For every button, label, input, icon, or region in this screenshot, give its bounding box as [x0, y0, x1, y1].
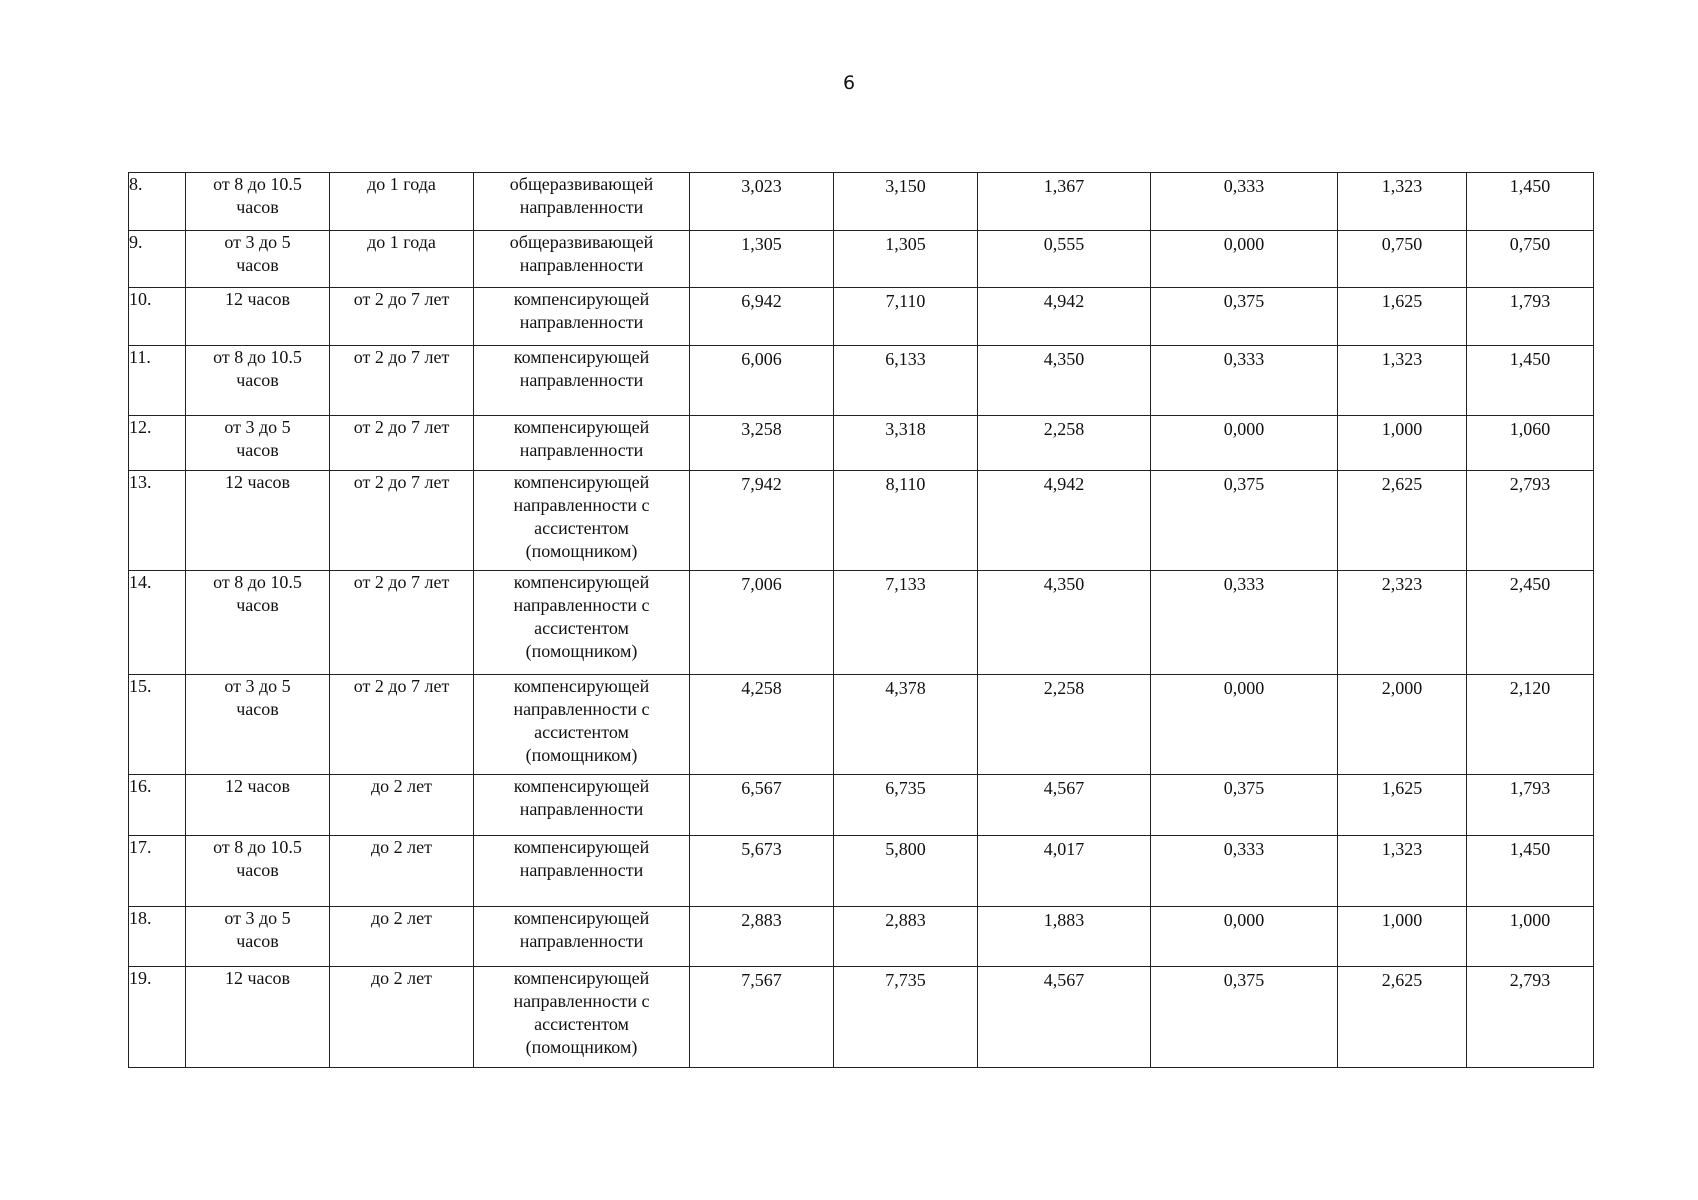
value-cell: [1467, 967, 1594, 1068]
value-text: 4,350: [1043, 349, 1085, 369]
value-cell: [1338, 907, 1467, 967]
group-type-cell-line: компенсирующей: [513, 417, 650, 437]
value-text: 5,673: [741, 839, 782, 859]
value-cell: [690, 967, 834, 1068]
duration-cell-line: часов: [236, 370, 279, 390]
age-cell-line: до 2 лет: [371, 837, 432, 857]
value-cell: [1151, 471, 1338, 571]
age-cell: [330, 775, 474, 836]
value-cell: [834, 231, 978, 288]
value-cell: [1467, 775, 1594, 836]
row-number: 11.: [129, 346, 186, 416]
value-cell: [1338, 967, 1467, 1068]
duration-cell-line: от 8 до 10.5: [213, 572, 302, 592]
value-text: 6,567: [741, 778, 782, 798]
age-cell-line: до 2 лет: [371, 908, 432, 928]
value-text: 4,942: [1043, 291, 1085, 311]
group-type-cell-line: (помощником): [525, 641, 638, 661]
value-cell: [978, 836, 1151, 907]
table-row: [129, 775, 1594, 836]
group-type-cell: [474, 471, 690, 571]
value-cell: [978, 416, 1151, 471]
value-cell: [1338, 288, 1467, 346]
value-cell: [978, 967, 1151, 1068]
group-type-cell-line: направленности: [519, 860, 644, 880]
value-cell: [834, 571, 978, 675]
value-cell: [978, 571, 1151, 675]
row-number: 15.: [129, 675, 186, 775]
value-text: 2,323: [1381, 574, 1423, 594]
value-text: 0,333: [1223, 574, 1265, 594]
duration-cell-line: часов: [236, 699, 279, 719]
value-text: 0,000: [1223, 678, 1265, 698]
value-text: 7,567: [741, 970, 782, 990]
value-text: 4,258: [741, 678, 782, 698]
value-text: 2,883: [741, 910, 782, 930]
value-cell: [1151, 346, 1338, 416]
value-text: 6,735: [885, 778, 926, 798]
value-text: 1,450: [1509, 839, 1551, 859]
value-text: 2,258: [1043, 678, 1085, 698]
value-text: 3,258: [741, 419, 782, 439]
duration-cell: [186, 231, 330, 288]
age-cell-line: до 2 лет: [371, 776, 432, 796]
value-text: 0,375: [1223, 291, 1265, 311]
value-cell: [1338, 836, 1467, 907]
value-text: 3,150: [885, 176, 926, 196]
age-cell-line: до 2 лет: [371, 968, 432, 988]
value-cell: [834, 967, 978, 1068]
age-cell: [330, 675, 474, 775]
group-type-cell: [474, 288, 690, 346]
group-type-cell-line: (помощником): [525, 541, 638, 561]
value-text: 2,625: [1381, 970, 1423, 990]
value-text: 3,023: [741, 176, 782, 196]
value-text: 1,450: [1509, 176, 1551, 196]
group-type-cell-line: компенсирующей: [513, 289, 650, 309]
value-text: 2,793: [1509, 474, 1551, 494]
value-text: 1,323: [1381, 176, 1423, 196]
duration-cell: [186, 675, 330, 775]
row-number: 10.: [129, 288, 186, 346]
group-type-cell-line: компенсирующей: [513, 776, 650, 796]
value-cell: [834, 836, 978, 907]
duration-cell: [186, 288, 330, 346]
duration-cell-line: часов: [236, 255, 279, 275]
value-text: 0,333: [1223, 349, 1265, 369]
value-text: 0,375: [1223, 474, 1265, 494]
row-number: 19.: [129, 967, 186, 1068]
value-cell: [1467, 231, 1594, 288]
value-text: 2,793: [1509, 970, 1551, 990]
value-text: 1,883: [1043, 910, 1085, 930]
age-cell: [330, 967, 474, 1068]
age-cell: [330, 231, 474, 288]
value-cell: [1338, 775, 1467, 836]
duration-cell: [186, 173, 330, 231]
group-type-cell: [474, 231, 690, 288]
value-text: 8,110: [885, 474, 926, 494]
duration-cell-line: 12 часов: [224, 968, 291, 988]
value-cell: [1151, 288, 1338, 346]
value-cell: [1467, 288, 1594, 346]
table-row: [129, 675, 1594, 775]
group-type-cell: [474, 775, 690, 836]
value-text: 0,000: [1223, 419, 1265, 439]
value-cell: [834, 173, 978, 231]
value-cell: [1151, 907, 1338, 967]
value-cell: [690, 675, 834, 775]
value-cell: [1467, 416, 1594, 471]
value-text: 1,060: [1509, 419, 1551, 439]
value-text: 2,883: [885, 910, 926, 930]
table-body: [129, 173, 1594, 1068]
value-text: 2,120: [1509, 678, 1551, 698]
table-row: [129, 907, 1594, 967]
duration-cell-line: 12 часов: [224, 289, 291, 309]
group-type-cell-line: направленности: [519, 370, 644, 390]
group-type-cell-line: ассистентом: [534, 722, 629, 742]
group-type-cell: [474, 416, 690, 471]
value-cell: [1467, 907, 1594, 967]
age-cell-line: от 2 до 7 лет: [353, 347, 450, 367]
value-cell: [1338, 346, 1467, 416]
table-row: [129, 346, 1594, 416]
row-number: 14.: [129, 571, 186, 675]
value-cell: [1151, 571, 1338, 675]
value-text: 2,000: [1381, 678, 1423, 698]
value-cell: [978, 675, 1151, 775]
group-type-cell: [474, 346, 690, 416]
group-type-cell-line: ассистентом: [534, 1014, 629, 1034]
value-text: 1,793: [1509, 778, 1551, 798]
group-type-cell: [474, 675, 690, 775]
value-cell: [1151, 967, 1338, 1068]
value-text: 1,625: [1381, 778, 1423, 798]
age-cell-line: до 1 года: [367, 174, 436, 194]
value-cell: [690, 775, 834, 836]
value-text: 4,942: [1043, 474, 1085, 494]
value-cell: [978, 775, 1151, 836]
table-row: [129, 571, 1594, 675]
age-cell: [330, 471, 474, 571]
value-text: 1,000: [1381, 419, 1423, 439]
value-text: 5,800: [885, 839, 926, 859]
value-cell: [1467, 471, 1594, 571]
group-type-cell-line: (помощником): [525, 745, 638, 765]
value-cell: [1467, 836, 1594, 907]
group-type-cell-line: направленности с: [513, 495, 650, 515]
group-type-cell: [474, 967, 690, 1068]
duration-cell: [186, 346, 330, 416]
value-cell: [1338, 571, 1467, 675]
value-cell: [1338, 675, 1467, 775]
value-text: 7,006: [741, 574, 782, 594]
value-cell: [1151, 775, 1338, 836]
value-text: 0,333: [1223, 176, 1265, 196]
value-cell: [1151, 416, 1338, 471]
row-number: 13.: [129, 471, 186, 571]
age-cell: [330, 346, 474, 416]
value-text: 1,000: [1381, 910, 1423, 930]
value-text: 1,323: [1381, 349, 1423, 369]
value-text: 0,555: [1043, 234, 1085, 254]
duration-cell-line: часов: [236, 197, 279, 217]
group-type-cell-line: компенсирующей: [513, 347, 650, 367]
duration-cell: [186, 471, 330, 571]
group-type-cell-line: компенсирующей: [513, 968, 650, 988]
duration-cell: [186, 416, 330, 471]
value-cell: [1338, 471, 1467, 571]
value-text: 4,567: [1043, 778, 1085, 798]
duration-cell-line: от 3 до 5: [224, 676, 291, 696]
age-cell-line: от 2 до 7 лет: [353, 472, 450, 492]
age-cell-line: от 2 до 7 лет: [353, 417, 450, 437]
group-type-cell-line: компенсирующей: [513, 837, 650, 857]
group-type-cell-line: направленности: [519, 440, 644, 460]
value-text: 7,110: [885, 291, 926, 311]
value-text: 6,133: [885, 349, 926, 369]
group-type-cell: [474, 571, 690, 675]
age-cell-line: до 1 года: [367, 232, 436, 252]
table-row: [129, 967, 1594, 1068]
value-cell: [1338, 231, 1467, 288]
value-cell: [690, 288, 834, 346]
value-cell: [1151, 836, 1338, 907]
value-cell: [690, 346, 834, 416]
value-cell: [690, 416, 834, 471]
value-cell: [1467, 571, 1594, 675]
value-text: 1,305: [885, 234, 926, 254]
group-type-cell-line: компенсирующей: [513, 472, 650, 492]
value-cell: [1467, 675, 1594, 775]
value-text: 4,567: [1043, 970, 1085, 990]
row-number: 16.: [129, 775, 186, 836]
value-text: 2,625: [1381, 474, 1423, 494]
value-text: 0,333: [1223, 839, 1265, 859]
value-text: 0,375: [1223, 970, 1265, 990]
age-cell-line: от 2 до 7 лет: [353, 572, 450, 592]
page-number: 6: [842, 72, 856, 94]
row-number: 18.: [129, 907, 186, 967]
table-row: [129, 836, 1594, 907]
age-cell-line: от 2 до 7 лет: [353, 676, 450, 696]
row-number: 17.: [129, 836, 186, 907]
value-cell: [690, 836, 834, 907]
value-cell: [1338, 416, 1467, 471]
value-text: 6,006: [741, 349, 782, 369]
group-type-cell-line: общеразвивающей: [509, 232, 654, 252]
duration-cell-line: часов: [236, 440, 279, 460]
duration-cell-line: часов: [236, 931, 279, 951]
value-text: 4,378: [885, 678, 926, 698]
table-row: [129, 416, 1594, 471]
value-text: 1,000: [1509, 910, 1551, 930]
group-type-cell-line: направленности: [519, 931, 644, 951]
value-cell: [834, 775, 978, 836]
value-cell: [1467, 173, 1594, 231]
table-row: [129, 471, 1594, 571]
value-cell: [834, 346, 978, 416]
group-type-cell-line: компенсирующей: [513, 676, 650, 696]
group-type-cell-line: компенсирующей: [513, 908, 650, 928]
value-cell: [690, 173, 834, 231]
value-cell: [978, 471, 1151, 571]
duration-cell: [186, 775, 330, 836]
duration-cell-line: от 3 до 5: [224, 232, 291, 252]
group-type-cell-line: направленности с: [513, 991, 650, 1011]
group-type-cell-line: направленности: [519, 255, 644, 275]
duration-cell-line: часов: [236, 595, 279, 615]
table-row: [129, 288, 1594, 346]
age-cell: [330, 416, 474, 471]
row-number: 12.: [129, 416, 186, 471]
row-number: 8.: [129, 173, 186, 231]
age-cell: [330, 288, 474, 346]
value-cell: [690, 571, 834, 675]
value-text: 7,735: [885, 970, 926, 990]
value-cell: [978, 288, 1151, 346]
value-cell: [1467, 346, 1594, 416]
group-type-cell-line: направленности с: [513, 595, 650, 615]
value-cell: [834, 471, 978, 571]
group-type-cell-line: направленности: [519, 197, 644, 217]
value-text: 3,318: [885, 419, 926, 439]
duration-cell-line: от 3 до 5: [224, 417, 291, 437]
duration-cell-line: от 8 до 10.5: [213, 174, 302, 194]
value-text: 1,793: [1509, 291, 1551, 311]
value-cell: [978, 907, 1151, 967]
value-cell: [690, 907, 834, 967]
age-cell: [330, 571, 474, 675]
group-type-cell: [474, 907, 690, 967]
duration-cell: [186, 836, 330, 907]
value-text: 1,323: [1381, 839, 1423, 859]
value-text: 2,258: [1043, 419, 1085, 439]
group-type-cell-line: ассистентом: [534, 518, 629, 538]
value-text: 1,450: [1509, 349, 1551, 369]
duration-cell-line: 12 часов: [224, 472, 291, 492]
group-type-cell-line: направленности: [519, 312, 644, 332]
group-type-cell-line: (помощником): [525, 1037, 638, 1057]
value-text: 0,000: [1223, 234, 1265, 254]
value-text: 7,133: [885, 574, 926, 594]
row-number: 9.: [129, 231, 186, 288]
value-cell: [834, 907, 978, 967]
rates-table: [128, 172, 1594, 1068]
value-cell: [978, 231, 1151, 288]
value-cell: [834, 416, 978, 471]
value-cell: [978, 173, 1151, 231]
value-text: 0,000: [1223, 910, 1265, 930]
value-cell: [1338, 173, 1467, 231]
group-type-cell-line: направленности: [519, 799, 644, 819]
value-text: 7,942: [741, 474, 782, 494]
value-text: 2,450: [1509, 574, 1551, 594]
value-text: 1,367: [1043, 176, 1085, 196]
group-type-cell-line: общеразвивающей: [509, 174, 654, 194]
group-type-cell: [474, 836, 690, 907]
duration-cell-line: 12 часов: [224, 776, 291, 796]
duration-cell-line: от 8 до 10.5: [213, 837, 302, 857]
value-text: 0,375: [1223, 778, 1265, 798]
group-type-cell-line: компенсирующей: [513, 572, 650, 592]
group-type-cell-line: направленности с: [513, 699, 650, 719]
group-type-cell: [474, 173, 690, 231]
value-text: 6,942: [741, 291, 782, 311]
value-cell: [1151, 173, 1338, 231]
age-cell: [330, 836, 474, 907]
table-row: [129, 173, 1594, 231]
value-cell: [1151, 231, 1338, 288]
value-cell: [834, 675, 978, 775]
duration-cell: [186, 967, 330, 1068]
value-text: 0,750: [1381, 234, 1423, 254]
table-row: [129, 231, 1594, 288]
value-cell: [978, 346, 1151, 416]
duration-cell: [186, 907, 330, 967]
duration-cell: [186, 571, 330, 675]
value-text: 1,625: [1381, 291, 1423, 311]
value-cell: [1151, 675, 1338, 775]
age-cell: [330, 907, 474, 967]
value-cell: [834, 288, 978, 346]
value-cell: [690, 471, 834, 571]
group-type-cell-line: ассистентом: [534, 618, 629, 638]
value-cell: [690, 231, 834, 288]
duration-cell-line: от 8 до 10.5: [213, 347, 302, 367]
age-cell: [330, 173, 474, 231]
duration-cell-line: от 3 до 5: [224, 908, 291, 928]
duration-cell-line: часов: [236, 860, 279, 880]
value-text: 4,017: [1043, 839, 1085, 859]
value-text: 0,750: [1509, 234, 1551, 254]
value-text: 4,350: [1043, 574, 1085, 594]
value-text: 1,305: [741, 234, 782, 254]
age-cell-line: от 2 до 7 лет: [353, 289, 450, 309]
